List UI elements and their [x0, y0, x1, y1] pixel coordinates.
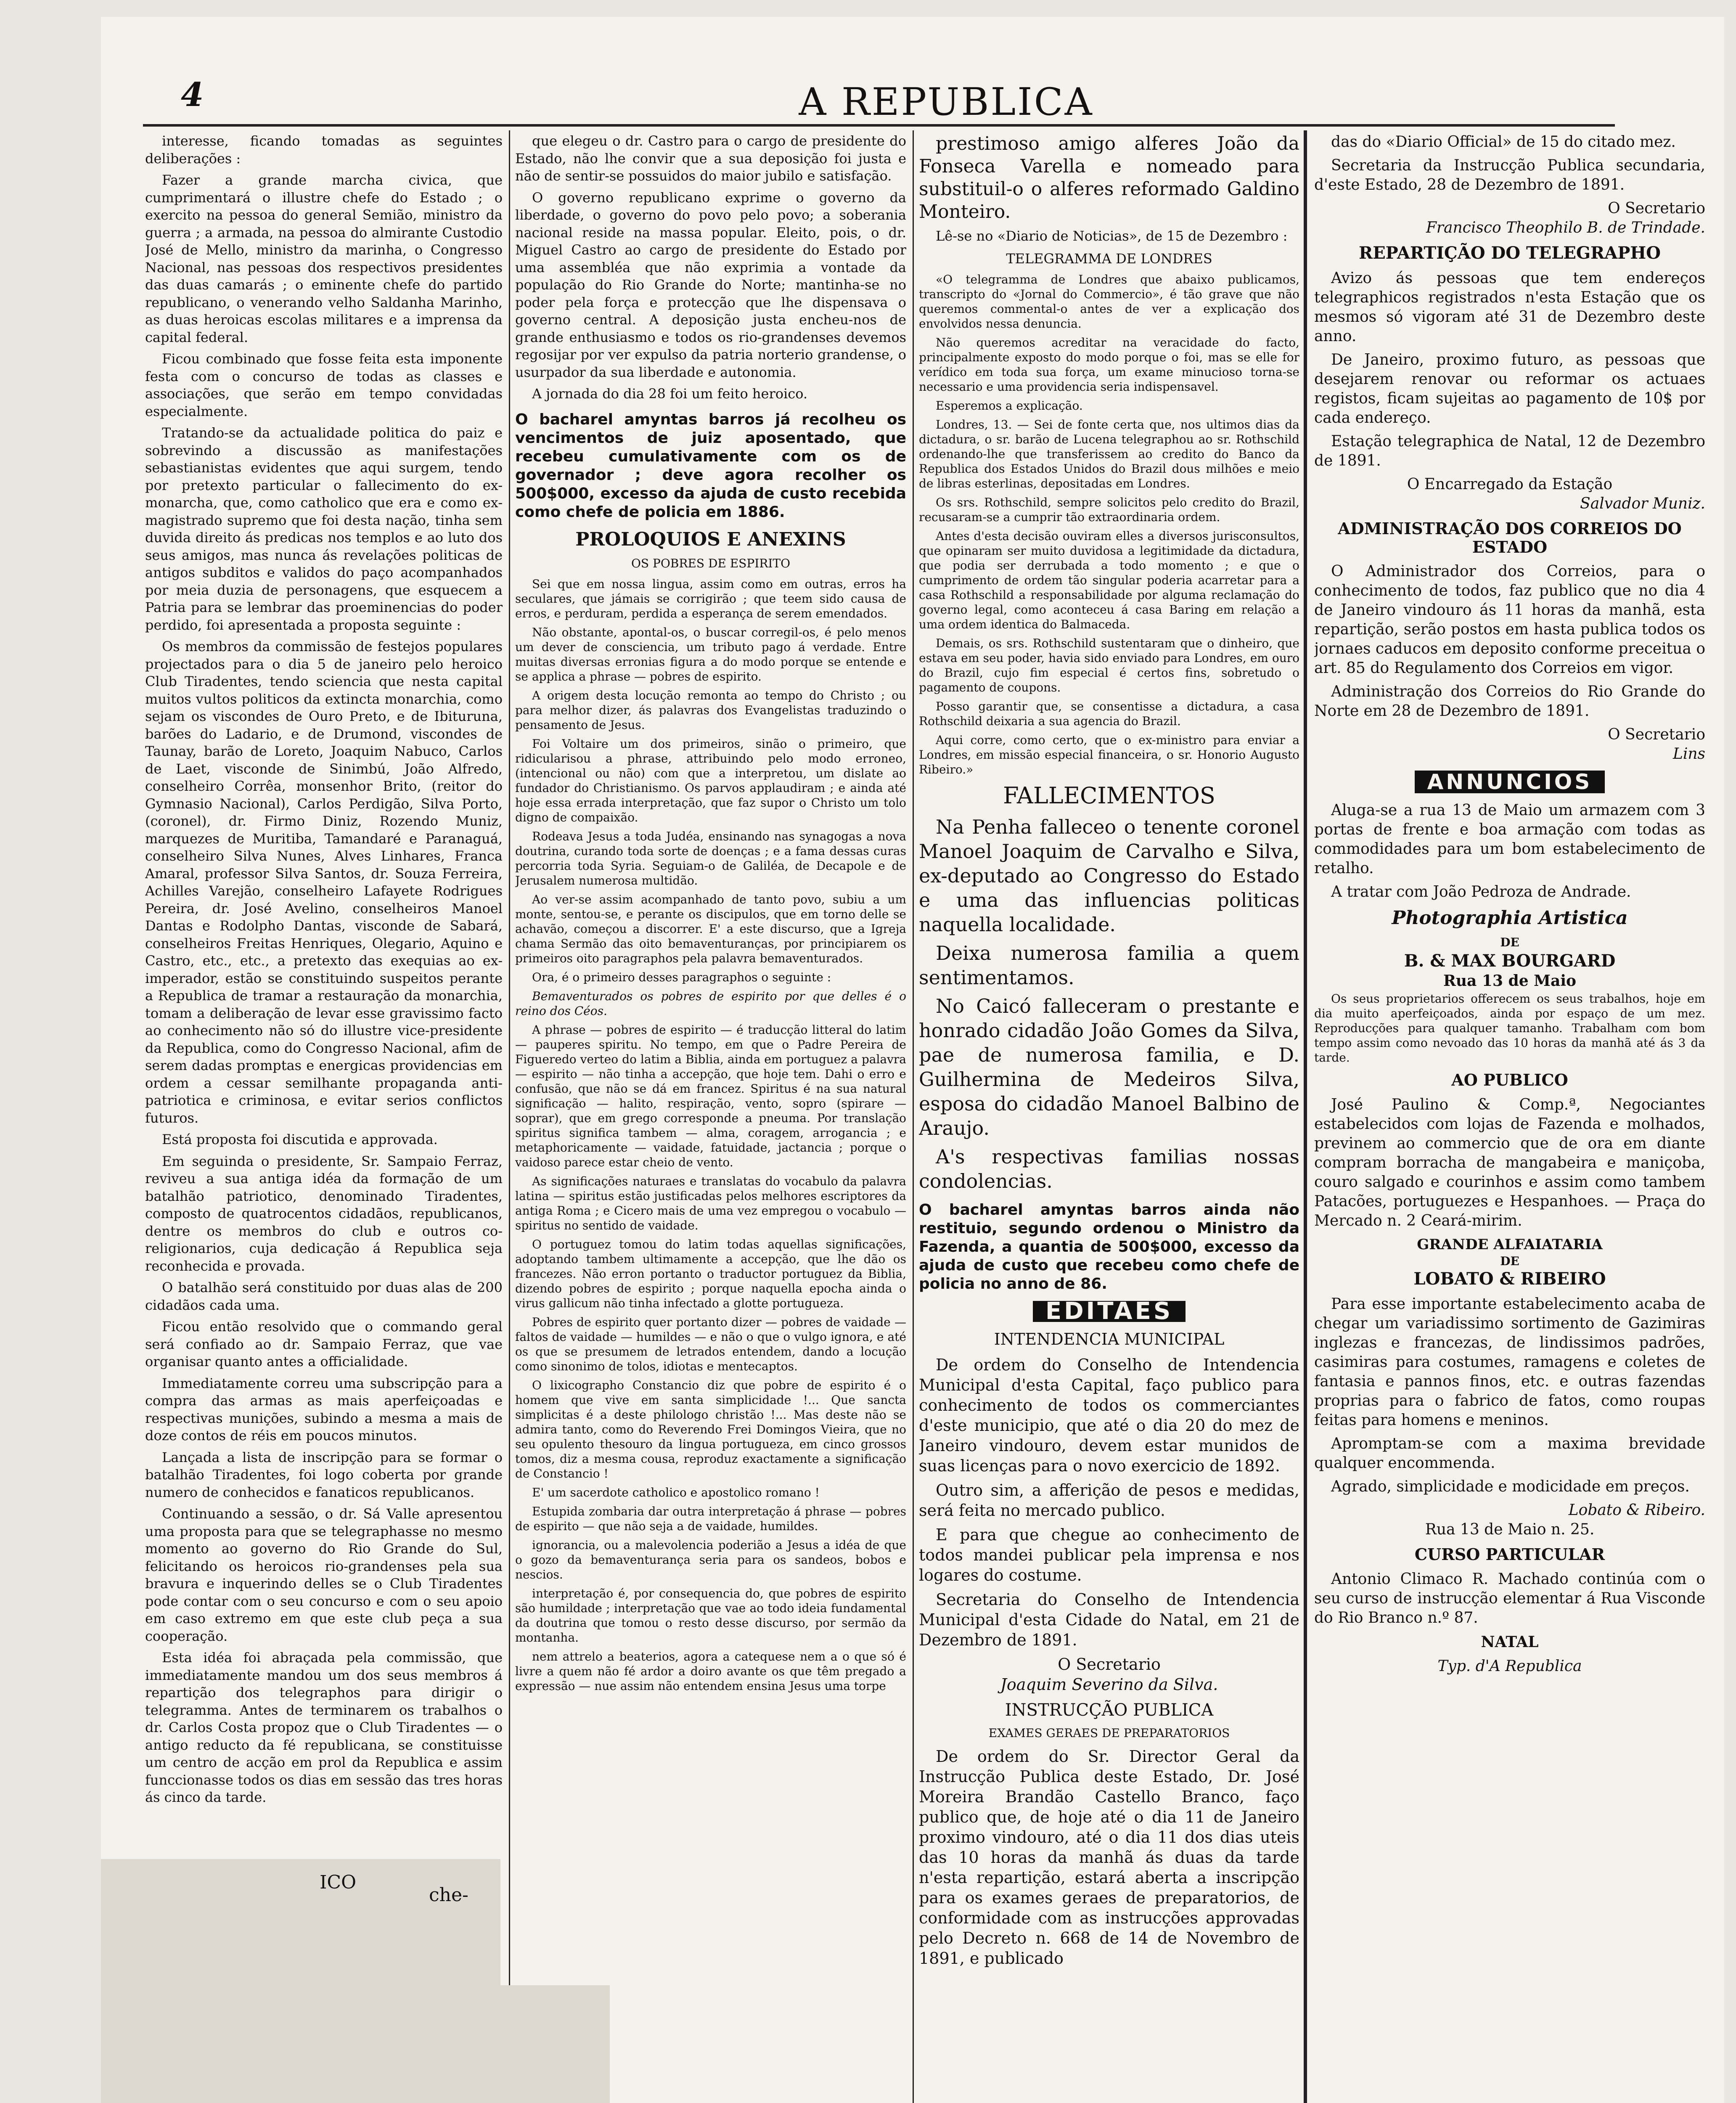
natal-heading: NATAL	[1481, 1633, 1539, 1651]
col2-paragraph: nem attrelo a beaterios, agora a catequese nem a o que só é livre a quem não fé ardor a doiro avante os que têm pregado a expressão — nue assim não entendem ensina Jesus uma torpe	[515, 1650, 906, 1693]
column-3	[919, 132, 1299, 2103]
col1-paragraph: Lançada a lista de inscripção para se formar o batalhão Tiradentes, foi logo coberta por grande numero de conhecidos e fanaticos republicanos.	[145, 1449, 503, 1500]
col1-paragraph: Tratando-se da actualidade politica do paiz e sobrevindo a discussão as manifestações sebastianistas evidentes que aqui surgem, tendo por pretexto particular o fallecimento do ex-monarcha, que, como catholico que era e como ex-magistrado supremo que foi desta nação, tinha sem duvida direito ás predicas nos templos e ao luto dos seus amigos, mas nunca ás revelações politicas de antigos subditos e validos do paço acompanhados por meia duzia de personagens, que esquecem a Patria para se lembrar das proeminencias do poder perdido, foi apresentada a proposta seguinte :	[145, 425, 503, 633]
page-number: 4	[181, 76, 204, 114]
masthead-rule	[143, 124, 1615, 127]
instrucao-paragraph: De ordem do Sr. Director Geral da Instrucção Publica deste Estado, Dr. José Moreira Brandão Castello Branco, faço publico que, de hoje até o dia 11 de Janeiro proximo vindouro, até o dia 11 dos dias uteis das 10 horas da manhã ás duas da tarde n'esta repartição, estará aberta a inscripção para os exames geraes de preparatorios, de conformidade com as instrucções approvadas pelo Decreto n. 668 de 14 de Novembro de 1891, e publicado	[919, 1747, 1299, 1968]
telegram-paragraph: Demais, os srs. Rothschild sustentaram que o dinheiro, que estava em seu poder, havia sido enviado para Londres, em ouro do Brazil, cujo fim especial é certos fins, sobretudo o pagamento de coupons.	[919, 636, 1299, 695]
col1-fragment: che-	[429, 1884, 468, 1906]
telegram-paragraph: Os srs. Rothschild, sempre solicitos pelo credito do Brazil, recusaram-se a cumprir tão extraordinaria ordem.	[919, 495, 1299, 524]
intendencia-paragraph: De ordem do Conselho de Intendencia Municipal d'esta Capital, faço publico para conhecimento de todos os commerciantes d'este municipio, que até o dia 20 do mez de Janeiro vindouro, devem estar munidos de suas licenças para o novo exercicio de 1892.	[919, 1355, 1299, 1475]
obituary-paragraph: A's respectivas familias nossas condolencias.	[919, 1145, 1299, 1193]
publico-text: José Paulino & Comp.ª, Negociantes estabelecidos com lojas de Fazenda e molhados, previnem ao commercio que de ora em diante compram borracha de mangabeira e maniçoba, couro salgado e courinhos e assim como tambem Patacões, portuguezes e Hespanhoes. — Praça do Mercado n. 2 Ceará-mirim.	[1314, 1096, 1705, 1230]
col2-paragraph: As significações naturaes e translatas do vocabulo da palavra latina — spiritus estão justificadas pelos melhores escriptores da antiga Roma ; e Cicero mais de uma vez empregou o vocabulo — spiritus no sentido de vaidade.	[515, 1174, 906, 1233]
col4-lead-paragraph: das do «Diario Official» de 15 do citado mez.	[1331, 133, 1676, 151]
correios-paragraph: Administração dos Correios do Rio Grande do Norte em 28 de Dezembro de 1891.	[1314, 683, 1705, 720]
telegram-paragraph: Posso garantir que, se consentisse a dictadura, a casa Rothschild deixaria a sua agencia do Brazil.	[919, 699, 1299, 728]
telegrapho-paragraph: Avizo ás pessoas que tem endereços telegraphicos registrados n'esta Estação que os mesmos só vigoram até 31 de Dezembro deste anno.	[1314, 270, 1705, 345]
col1-paragraph: Os membros da commissão de festejos populares projectados para o dia 5 de janeiro pelo heroico Club Tiradentes, tendo sciencia que nesta capital muitos vultos politicos da extincta monarchia, como sejam os viscondes de Ouro Preto, e de Ibituruna, barões do Ladario, e de Drumond, viscondes de Taunay, barão de Loreto, Joaquim Nabuco, Carlos de Laet, visconde de Sinimbú, João Alfredo, conselheiro Corrêa, monsenhor Brito, (reitor do Gymnasio Nacional), Carlos Perdigão, Silva Porto, (coronel), dr. Firmo Diniz, Rozendo Muniz, marquezes de Muritiba, Tamandaré e Paranaguá, conselheiro Silva Nunes, Alves Linhares, Franca Amaral, professor Silva Santos, dr. Souza Ferreira, Achilles Varejão, conselheiro Lafayete Rodrigues Pereira, dr. José Avelino, conselheiros Manoel Dantas e Rodolpho Dantas, visconde de Sabará, conselheiros Freitas Henriques, Olegario, Aquino e Castro, etc., etc., a pretexto das exequias ao ex-imperador, estão se constituindo suspeitos perante a Republica de tramar a restauração da monarchia, tomam a deliberação de levar esse gravissimo facto ao conhecimento não só do illustre vice-presidente da Republica, como do Congresso Nacional, afim de serem dadas promptas e energicas providencias em ordem a cessar semilhante propaganda anti-patriotica e criminosa, e evitar serios conflictos futuros.	[145, 638, 503, 1126]
annuncios-paragraph: Aluga-se a rua 13 de Maio um armazem com 3 portas de frente e boa armação com todas as commodidades para um bom estabelecimento de retalho.	[1314, 802, 1705, 877]
col2-subheading: OS POBRES DE ESPIRITO	[631, 556, 791, 571]
col2-paragraph: O portuguez tomou do latim todas aquellas significações, adoptando tambem ultimamente a accepção, que lhe dão os francezes. Não erron portanto o traductor portuguez da Biblia, dizendo pobres de espirito ; porque naquella epocha ainda o virus gallicum não tinha infectado a glotte portugueza.	[515, 1237, 906, 1311]
correios-sign-title: O Secretario	[1608, 726, 1705, 744]
torn-damaged-area-2	[500, 1985, 610, 2103]
col2-bold-notice: O bacharel amyntas barros já recolheu os vencimentos de juiz aposentado, que recebeu cumulativamente com os de governador ; deve agora recolher os 500$000, excesso da ajuda de custo recebida como chefe de policia em 1886.	[515, 411, 906, 521]
col2-paragraph: Não obstante, apontal-os, o buscar corregil-os, é pelo menos um dever de consciencia, um tributo pago á verdade. Entre muitas diversas erronias figura a do modo porque se entende e se applica a phrase — pobres de espirito.	[515, 625, 906, 684]
publico-heading: AO PUBLICO	[1451, 1070, 1568, 1090]
col2-paragraph: Rodeava Jesus a toda Judéa, ensinando nas synagogas a nova doutrina, curando toda sorte de doenças ; e a fama dessas curas percorria toda Syria. Seguiam-o de Galiléa, de Decapole e de Jerusalem numerosa multidão.	[515, 829, 906, 888]
col2-paragraph: Estupida zombaria dar outra interpretação á phrase — pobres de espirito — que não seja a de vaidade, humildes.	[515, 1504, 906, 1534]
photo-street: Rua 13 de Maio	[1443, 972, 1577, 990]
col2-paragraph: E' um sacerdote catholico e apostolico romano !	[532, 1486, 820, 1500]
photo-de: DE	[1500, 935, 1519, 949]
col2-lead-paragraph: A jornada do dia 28 foi um feito heroico.	[532, 386, 808, 402]
intendencia-sign-name: Joaquim Severino da Silva.	[1000, 1675, 1218, 1694]
curso-heading: CURSO PARTICULAR	[1414, 1545, 1605, 1564]
intendencia-paragraph: Secretaria do Conselho de Intendencia Municipal d'esta Cidade do Natal, em 21 de Dezembro de 1891.	[919, 1590, 1299, 1649]
col2-paragraph: Ao ver-se assim acompanhado de tanto povo, subiu a um monte, sentou-se, e perante os discipulos, que em torno delle se achavão, começou a discorrer. E' a este discurso, que a Igreja chama Sermão das oito bemaventuranças, por principiarem os primeiros oito paragraphos pela palavra bemaventurados.	[515, 893, 906, 966]
column-rule-2	[913, 130, 914, 2103]
annuncios-heading: ANNUNCIOS	[1415, 771, 1605, 793]
col1-paragraph: Está proposta foi discutida e approvada.	[162, 1131, 438, 1147]
obituary-paragraph: Na Penha falleceo o tenente coronel Manoel Joaquim de Carvalho e Silva, ex-deputado ao Congresso do Estado e uma das influencias politicas naquella localidade.	[919, 816, 1299, 936]
telegrapho-sign-title: O Encarregado da Estação	[1407, 476, 1613, 493]
correios-heading: ADMINISTRAÇÃO DOS CORREIOS DO ESTADO	[1338, 519, 1682, 556]
alfaiataria-paragraph: Agrado, simplicidade e modicidade em preços.	[1331, 1478, 1690, 1496]
col2-heading: PROLOQUIOS E ANEXINS	[575, 528, 846, 550]
col2-paragraph: Sei que em nossa lingua, assim como em outras, erros ha seculares, que jámais se corrigirão ; que teem sido causa de erros, e perduram, perdida a esperança de serem emendados.	[515, 577, 906, 621]
col1-fragment: ICO	[320, 1872, 357, 1893]
obituary-paragraph: Deixa numerosa familia a quem sentimentamos.	[919, 942, 1299, 989]
col2-paragraph: A origem desta locução remonta ao tempo do Christo ; ou para melhor dizer, ás palavras dos Evangelistas traduzindo o pensamento de Jesus.	[515, 689, 906, 732]
col1-paragraph: Ficou combinado que fosse feita esta imponente festa com o concurso de todas as classes e associações, que serão em tempo convidadas especialmente.	[145, 351, 503, 419]
telegram-heading: TELEGRAMMA DE LONDRES	[1006, 250, 1212, 267]
col1-paragraph: O batalhão será constituido por duas alas de 200 cidadãos cada uma.	[145, 1279, 503, 1313]
photo-heading: Photographia Artistica	[1392, 907, 1628, 929]
col3-bold-notice: O bacharel amyntas barros ainda não restituio, segundo ordenou o Ministro da Fazenda, a quantia de 500$000, excesso da ajuda de custo que recebeu como chefe de policia no anno de 86.	[919, 1201, 1299, 1293]
telegrapho-heading: REPARTIÇÃO DO TELEGRAPHO	[1358, 243, 1661, 263]
correios-sign-name: Lins	[1672, 745, 1705, 763]
col2-paragraph: Pobres de espirito quer portanto dizer — pobres de vaidade — faltos de vaidade — humildes — e não o que o vulgo ignora, e até os que se presumem de letrados entendem, dando a locução como sinonimo de tolos, idiotas e mentecaptos.	[515, 1315, 906, 1374]
telegrapho-paragraph: De Janeiro, proximo futuro, as pessoas que desejarem renovar ou reformar os actuaes registos, ficam sujeitas ao pagamento de 10$ por cada endereço.	[1314, 351, 1705, 426]
alfaiataria-de: DE	[1500, 1254, 1519, 1269]
instrucao-subheading: EXAMES GERAES DE PREPARATORIOS	[988, 1726, 1230, 1740]
col2-paragraph: Ora, é o primeiro desses paragraphos o seguinte :	[532, 970, 831, 985]
col2-lead-paragraph: O governo republicano exprime o governo da liberdade, o governo do povo pelo povo; a soberania nacional reside na massa popular. Eleito, pois, o dr. Miguel Castro ao cargo de presidente do Estado por uma assembléa que não exprimia a vontade da população do Rio Grande do Norte; mantinha-se no poder pela força e protecção que lhe dispensava o governo central. A deposição justa encheu-nos de grande enthusiasmo e todos os rio-grandenses devemos regosijar por ver expulso da patria norterio grandense, o usurpador da sua liberdade e autonomia.	[515, 189, 906, 380]
intendencia-paragraph: Outro sim, a afferição de pesos e medidas, será feita no mercado publico.	[919, 1481, 1299, 1520]
col2-paragraph: A phrase — pobres de espirito — é traducção litteral do latim — pauperes spiritu. No tempo, em que o Padre Pereira de Figueredo verteo do latim a Biblia, ainda em portuguez a palavra — espirito — não tinha a accepção, que hoje tem. Dahi o erro e confusão, que não se dá em francez. Spiritus é na sua natural significação — halito, respiração, vento, sopro (spirare — soprar), que em grego corresponde a pneuma. Por translação spiritus significa tambem — alma, coragem, arrogancia ; e metaphoricamente — vaidade, fatuidade, jactancia ; porque o vaidoso parece estar cheio de vento.	[515, 1023, 906, 1170]
col1-paragraph: Ficou então resolvido que o commando geral será confiado ao dr. Sampaio Ferraz, que vae organisar quanto antes a officialidade.	[145, 1319, 503, 1369]
photo-name: B. & MAX BOURGARD	[1404, 951, 1616, 971]
photo-text: Os seus proprietarios offerecem os seus trabalhos, hoje em dia muito aperfeiçoados, ainda por espaço de um mez. Reproducções para qualquer tamanho. Trabalham com bom tempo assim como nevoado das 10 horas da manhã até ás 3 da tarde.	[1314, 992, 1705, 1065]
col1-paragraph: Fazer a grande marcha civica, que cumprimentará o illustre chefe do Estado ; o exercito na pessoa do general Semião, ministro da guerra ; a armada, na pessoa do almirante Custodio José de Mello, ministro da marinha, o Congresso Nacional, nas pessoas dos respectivos presidentes das duas camarás ; o eminente chefe do partido republicano, o venerando velho Saldanha Marinho, as duas heroicas escolas militares e a imprensa da capital federal.	[145, 172, 503, 345]
col1-paragraph: interesse, ficando tomadas as seguintes deliberações :	[145, 133, 503, 167]
annuncios-paragraph: A tratar com João Pedroza de Andrade.	[1331, 883, 1631, 901]
col4-lead-sign-title: O Secretario	[1608, 200, 1705, 217]
alfaiataria-paragraph: Para esse importante estabelecimento acaba de chegar um variadissimo sortimento de Gazimiras inglezas e francezas, de lindissimos padrões, casimiras para costumes, ramagens e coletes de fantasia e pannos finos, etc. e outras fazendas proprias para o fabrico de fatos, como roupas feitas para homens e meninos.	[1314, 1295, 1705, 1429]
intendencia-sign-title: O Secretario	[1058, 1655, 1161, 1674]
obituary-heading: FALLECIMENTOS	[1003, 782, 1215, 809]
newspaper-page	[101, 17, 1724, 2103]
column-rule-1	[509, 130, 510, 2103]
obituary-paragraph: No Caicó falleceram o prestante e honrado cidadão João Gomes da Silva, pae de numerosa familia, e D. Guilhermina de Medeiros Silva, esposa do cidadão Manoel Balbino de Araujo.	[919, 995, 1299, 1140]
col2-paragraph: Bemaventurados os pobres de espirito por que delles é o reino dos Céos.	[515, 989, 906, 1018]
footer-imprint: Typ. d'A Republica	[1437, 1658, 1582, 1675]
col3-lead-paragraph: prestimoso amigo alferes João da Fonseca Varella e nomeado para substituil-o o alferes reformado Galdino Monteiro.	[919, 133, 1299, 222]
alfaiataria-address: Rua 13 de Maio n. 25.	[1425, 1521, 1595, 1539]
col4-lead-paragraph: Secretaria da Instrucção Publica secundaria, d'este Estado, 28 de Dezembro de 1891.	[1314, 157, 1705, 193]
col3-lead-paragraph: Lê-se no «Diario de Noticias», de 15 de Dezembro :	[936, 228, 1288, 244]
editaes-heading: EDITAES	[1033, 1301, 1186, 1322]
telegram-paragraph: Esperemos a explicação.	[936, 399, 1083, 413]
alfaiataria-heading: GRANDE ALFAIATARIA	[1417, 1236, 1603, 1253]
column-2	[515, 132, 906, 1992]
telegram-paragraph: Aqui corre, como certo, que o ex-ministro para enviar a Londres, em missão especial financeira, o sr. Honorio Augusto Ribeiro.»	[919, 733, 1299, 777]
col4-lead-sign-name: Francisco Theophilo B. de Trindade.	[1426, 219, 1705, 236]
newspaper-title: A REPUBLICA	[799, 80, 1094, 124]
telegrapho-paragraph: Estação telegraphica de Natal, 12 de Dezembro de 1891.	[1314, 433, 1705, 469]
col1-paragraph: Esta idéa foi abraçada pela commissão, que immediatamente mandou um dos seus membros á repartição dos telegraphos para dirigir o telegramma. Antes de terminarem os trabalhos o dr. Carlos Costa propoz que o Club Tiradentes — o antigo reducto da fé republicana, se constituisse um centro de acção em prol da Republica e assim funccionasse todos os dias em sessão das tres horas ás cinco da tarde.	[145, 1650, 503, 1805]
telegrapho-sign-name: Salvador Muniz.	[1580, 495, 1705, 512]
telegram-paragraph: Londres, 13. — Sei de fonte certa que, nos ultimos dias da dictadura, o sr. barão de Lucena telegraphou ao sr. Rothschild ordenando-lhe que transferissem ao credito do Banco da Republica dos Estados Unidos do Brazil dous milhões e meio de libras esterlinas, depositadas em Londres.	[919, 418, 1299, 491]
intendencia-paragraph: E para que chegue ao conhecimento de todos mandei publicar pela imprensa e nos logares do costume.	[919, 1525, 1299, 1584]
col2-paragraph: O lixicographo Constancio diz que pobre de espirito é o homem que vive em santa simplicidade !... Que sancta simplicitas é a deste philologo christão !... Mas deste não se admira tanto, como do Reverendo Frei Domingos Vieira, que no seu opulento thesouro da lingua portugueza, em cinco grossos tomos, diz a mesma cousa, reproduz exactamente a significação de Constancio !	[515, 1378, 906, 1481]
column-1	[145, 132, 503, 1844]
col1-paragraph: Immediatamente correu uma subscripção para a compra das armas as mais aperfeiçoadas e respectivas munições, subindo a mesma a mais de doze contos de réis em poucos minutos.	[145, 1375, 503, 1443]
col2-paragraph: Foi Voltaire um dos primeiros, sinão o primeiro, que ridicularisou a phrase, attribuindo pelo modo erroneo, (intencional ou não) com que a interpretou, um dislate ao fundador do Christianismo. Os parvos applaudiram ; e ainda até hoje essa errada interpretação, que faz supor o Christo um tolo digno de compaixão.	[515, 737, 906, 825]
col2-lead-paragraph: que elegeu o dr. Castro para o cargo de presidente do Estado, não lhe convir que a sua deposição foi justa e não de sentir-se possuidos do maior jubilo e satisfação.	[515, 133, 906, 184]
curso-text: Antonio Climaco R. Machado continúa com o seu curso de instrucção elementar á Rua Visconde do Rio Branco n.º 87.	[1314, 1570, 1705, 1626]
telegram-paragraph: Antes d'esta decisão ouviram elles a diversos jurisconsultos, que opinaram ser muito duvidosa a legitimidade da dictadura, que podia ser derrubada a todo momento ; e que o cumprimento de ordem tão singular poderia acarretar para a casa Rothschild a responsabilidade por alguma reclamação do governo legal, como aconteceu á casa Baring em relação a uma ordem identica do Balmaceda.	[919, 529, 1299, 632]
correios-paragraph: O Administrador dos Correios, para o conhecimento de todos, faz publico que no dia 4 de Janeiro vindouro ás 11 horas da manhã, esta repartição, serão postos em hasta publica todos os jornaes caducos em deposito conforme preceitua o art. 85 do Regulamento dos Correios em vigor.	[1314, 563, 1705, 677]
col1-paragraph: Continuando a sessão, o dr. Sá Valle apresentou uma proposta para que se telegraphasse no mesmo momento ao governo do Rio Grande do Sul, felicitando os heroicos rio-grandenses pela sua bravura e inquerindo delles se o Club Tiradentes pode contar com o seu concurso e com o seu apoio em caso extremo em que este club peça a sua cooperação.	[145, 1506, 503, 1644]
telegram-paragraph: «O telegramma de Londres que abaixo publicamos, transcripto do «Jornal do Commercio», é tão grave que não queremos commental-o antes de ver a explicação dos envolvidos nessa denuncia.	[919, 273, 1299, 331]
instrucao-heading: INSTRUCÇÃO PUBLICA	[1005, 1700, 1214, 1720]
telegram-paragraph: Não queremos acreditar na veracidade do facto, principalmente exposto do modo porque o foi, mas se elle for verídico em toda sua força, um exame minucioso torna-se necessario e uma providencia seria indispensavel.	[919, 336, 1299, 394]
col2-paragraph: interpretação é, por consequencia do, que pobres de espirito são humildade ; interpretação que vae ao todo ideia fundamental da doutrina que tomou o resto desse discurso, por sermão da montanha.	[515, 1587, 906, 1645]
col1-paragraph: Em seguinda o presidente, Sr. Sampaio Ferraz, reviveu a sua antiga idéa da formação de um batalhão patriotico, denominado Tiradentes, composto de quatrocentos cidadãos, republicanos, dentre os membros do club e outros co-religionarios, cuja dedicação á Republica seja reconhecida e provada.	[145, 1153, 503, 1274]
alfaiataria-name: LOBATO & RIBEIRO	[1413, 1269, 1606, 1289]
alfaiataria-paragraph: Apromptam-se com a maxima brevidade qualquer encommenda.	[1314, 1435, 1705, 1472]
alfaiataria-sign: Lobato & Ribeiro.	[1568, 1502, 1705, 1519]
column-rule-3	[1304, 130, 1307, 2103]
col2-paragraph: ignorancia, ou a malevolencia poderião a Jesus a idéa de que o gozo da bemaventurança seria para os sandeos, bobos e nescios.	[515, 1538, 906, 1582]
column-4	[1314, 132, 1705, 2103]
intendencia-heading: INTENDENCIA MUNICIPAL	[994, 1330, 1225, 1348]
